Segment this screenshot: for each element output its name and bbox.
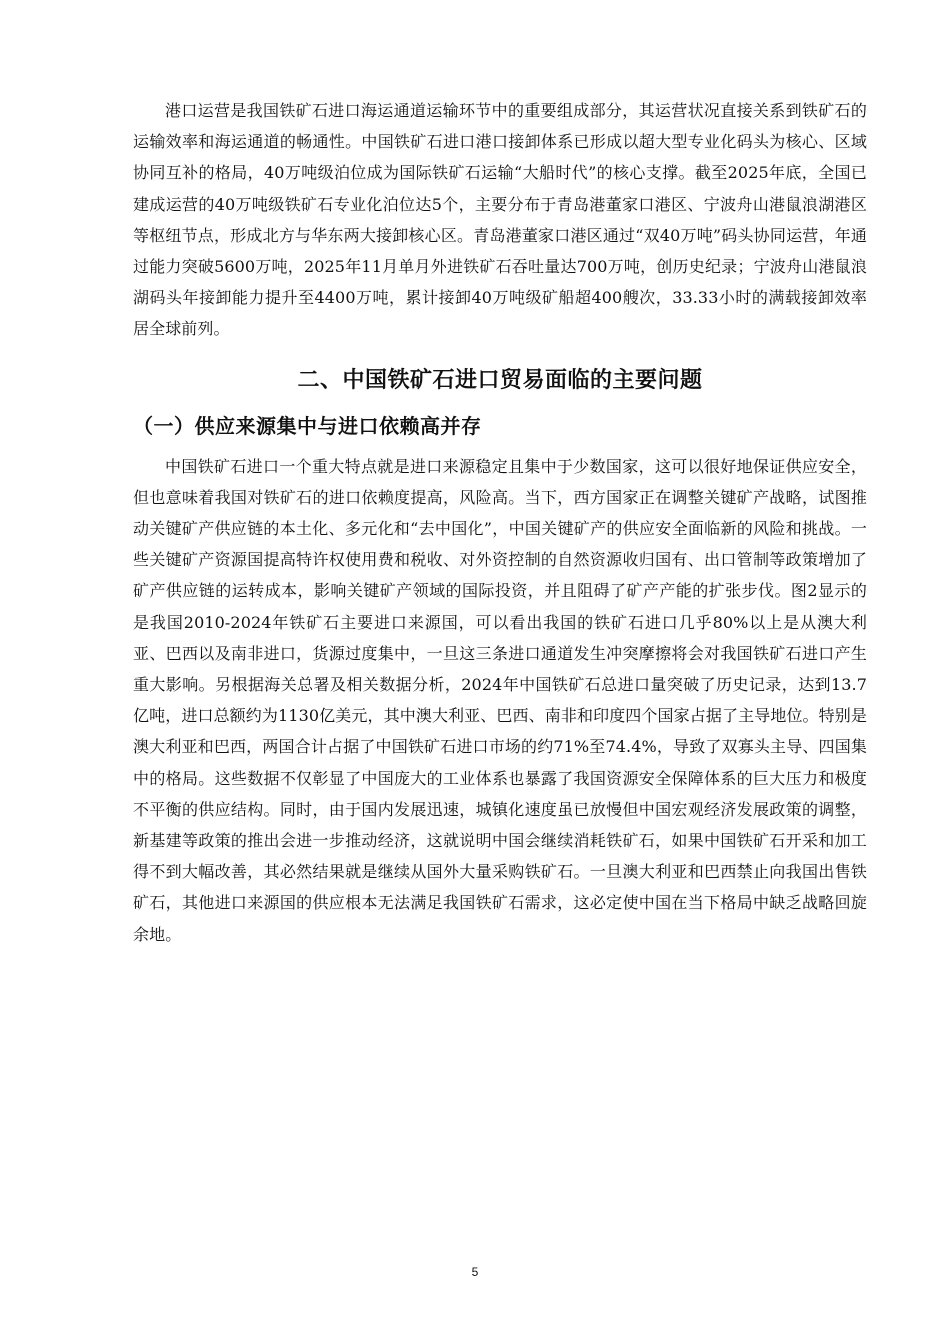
page-number: 5 xyxy=(471,1265,479,1279)
body-paragraph: 中国铁矿石进口一个重大特点就是进口来源稳定且集中于少数国家，这可以很好地保证供应安全，但也意味着我国对铁矿石的进口依赖度提高，风险高。当下，西方国家正在调整关键矿产战略，试图推动关键矿产供应链的本土化、多元化和“去中国化”，中国关键矿产的供应安全面临新的风险和挑战。一些关键矿产资源国提高特许权使用费和税收、对外资控制的自然资源收归国有、出口管制等政策增加了矿产供应链的运转成本，影响关键矿产领域的国际投资，并且阻碍了矿产产能的扩张步伐。图2显示的是我国2010-2024年铁矿石主要进口来源国，可以看出我国的铁矿石进口几乎80%以上是从澳大利亚、巴西以及南非进口，货源过度集中，一旦这三条进口通道发生冲突摩擦将会对我国铁矿石进口产生重大影响。另根据海关总署及相关数据分析，2024年中国铁矿石总进口量突破了历史记录，达到13.7亿吨，进口总额约为1130亿美元，其中澳大利亚、巴西、南非和印度四个国家占据了主导地位。特别是澳大利亚和巴西，两国合计占据了中国铁矿石进口市场的约71%至74.4%，导致了双寡头主导、四国集中的格局。这些数据不仅彰显了中国庞大的工业体系也暴露了我国资源安全保障体系的巨大压力和极度不平衡的供应结构。同时，由于国内发展迅速，城镇化速度虽已放慢但中国宏观经济发展政策的调整，新基建等政策的推出会进一步推动经济，这就说明中国会继续消耗铁矿石，如果中国铁矿石开采和加工得不到大幅改善，其必然结果就是继续从国外大量采购铁矿石。一旦澳大利亚和巴西禁止向我国出售铁矿石，其他进口来源国的供应根本无法满足我国铁矿石需求，这必定使中国在当下格局中缺乏战略回旋余地。 xyxy=(133,456,867,944)
subsection-heading: （一）供应来源集中与进口依赖高并存 xyxy=(133,413,482,438)
body-paragraph: 港口运营是我国铁矿石进口海运通道运输环节中的重要组成部分，其运营状况直接关系到铁矿石的运输效率和海运通道的畅通性。中国铁矿石进口港口接卸体系已形成以超大型专业化码头为核心、区域协同互补的格局，40万吨级泊位成为国际铁矿石运输“大船时代”的核心支撑。截至2025年底，全国已建成运营的40万吨级铁矿石专业化泊位达5个，主要分布于青岛港董家口港区、宁波舟山港鼠浪湖港区等枢纽节点，形成北方与华东两大接卸核心区。青岛港董家口港区通过“双40万吨”码头协同运营，年通过能力突破5600万吨，2025年11月单月外进铁矿石吞吐量达700万吨，创历史纪录；宁波舟山港鼠浪湖码头年接卸能力提升至4400万吨，累计接卸40万吨级矿船超400艘次，33.33小时的满载接卸效率居全球前列。 xyxy=(133,101,867,339)
page-content xyxy=(133,95,867,950)
section-heading: 二、中国铁矿石进口贸易面临的主要问题 xyxy=(297,367,703,393)
